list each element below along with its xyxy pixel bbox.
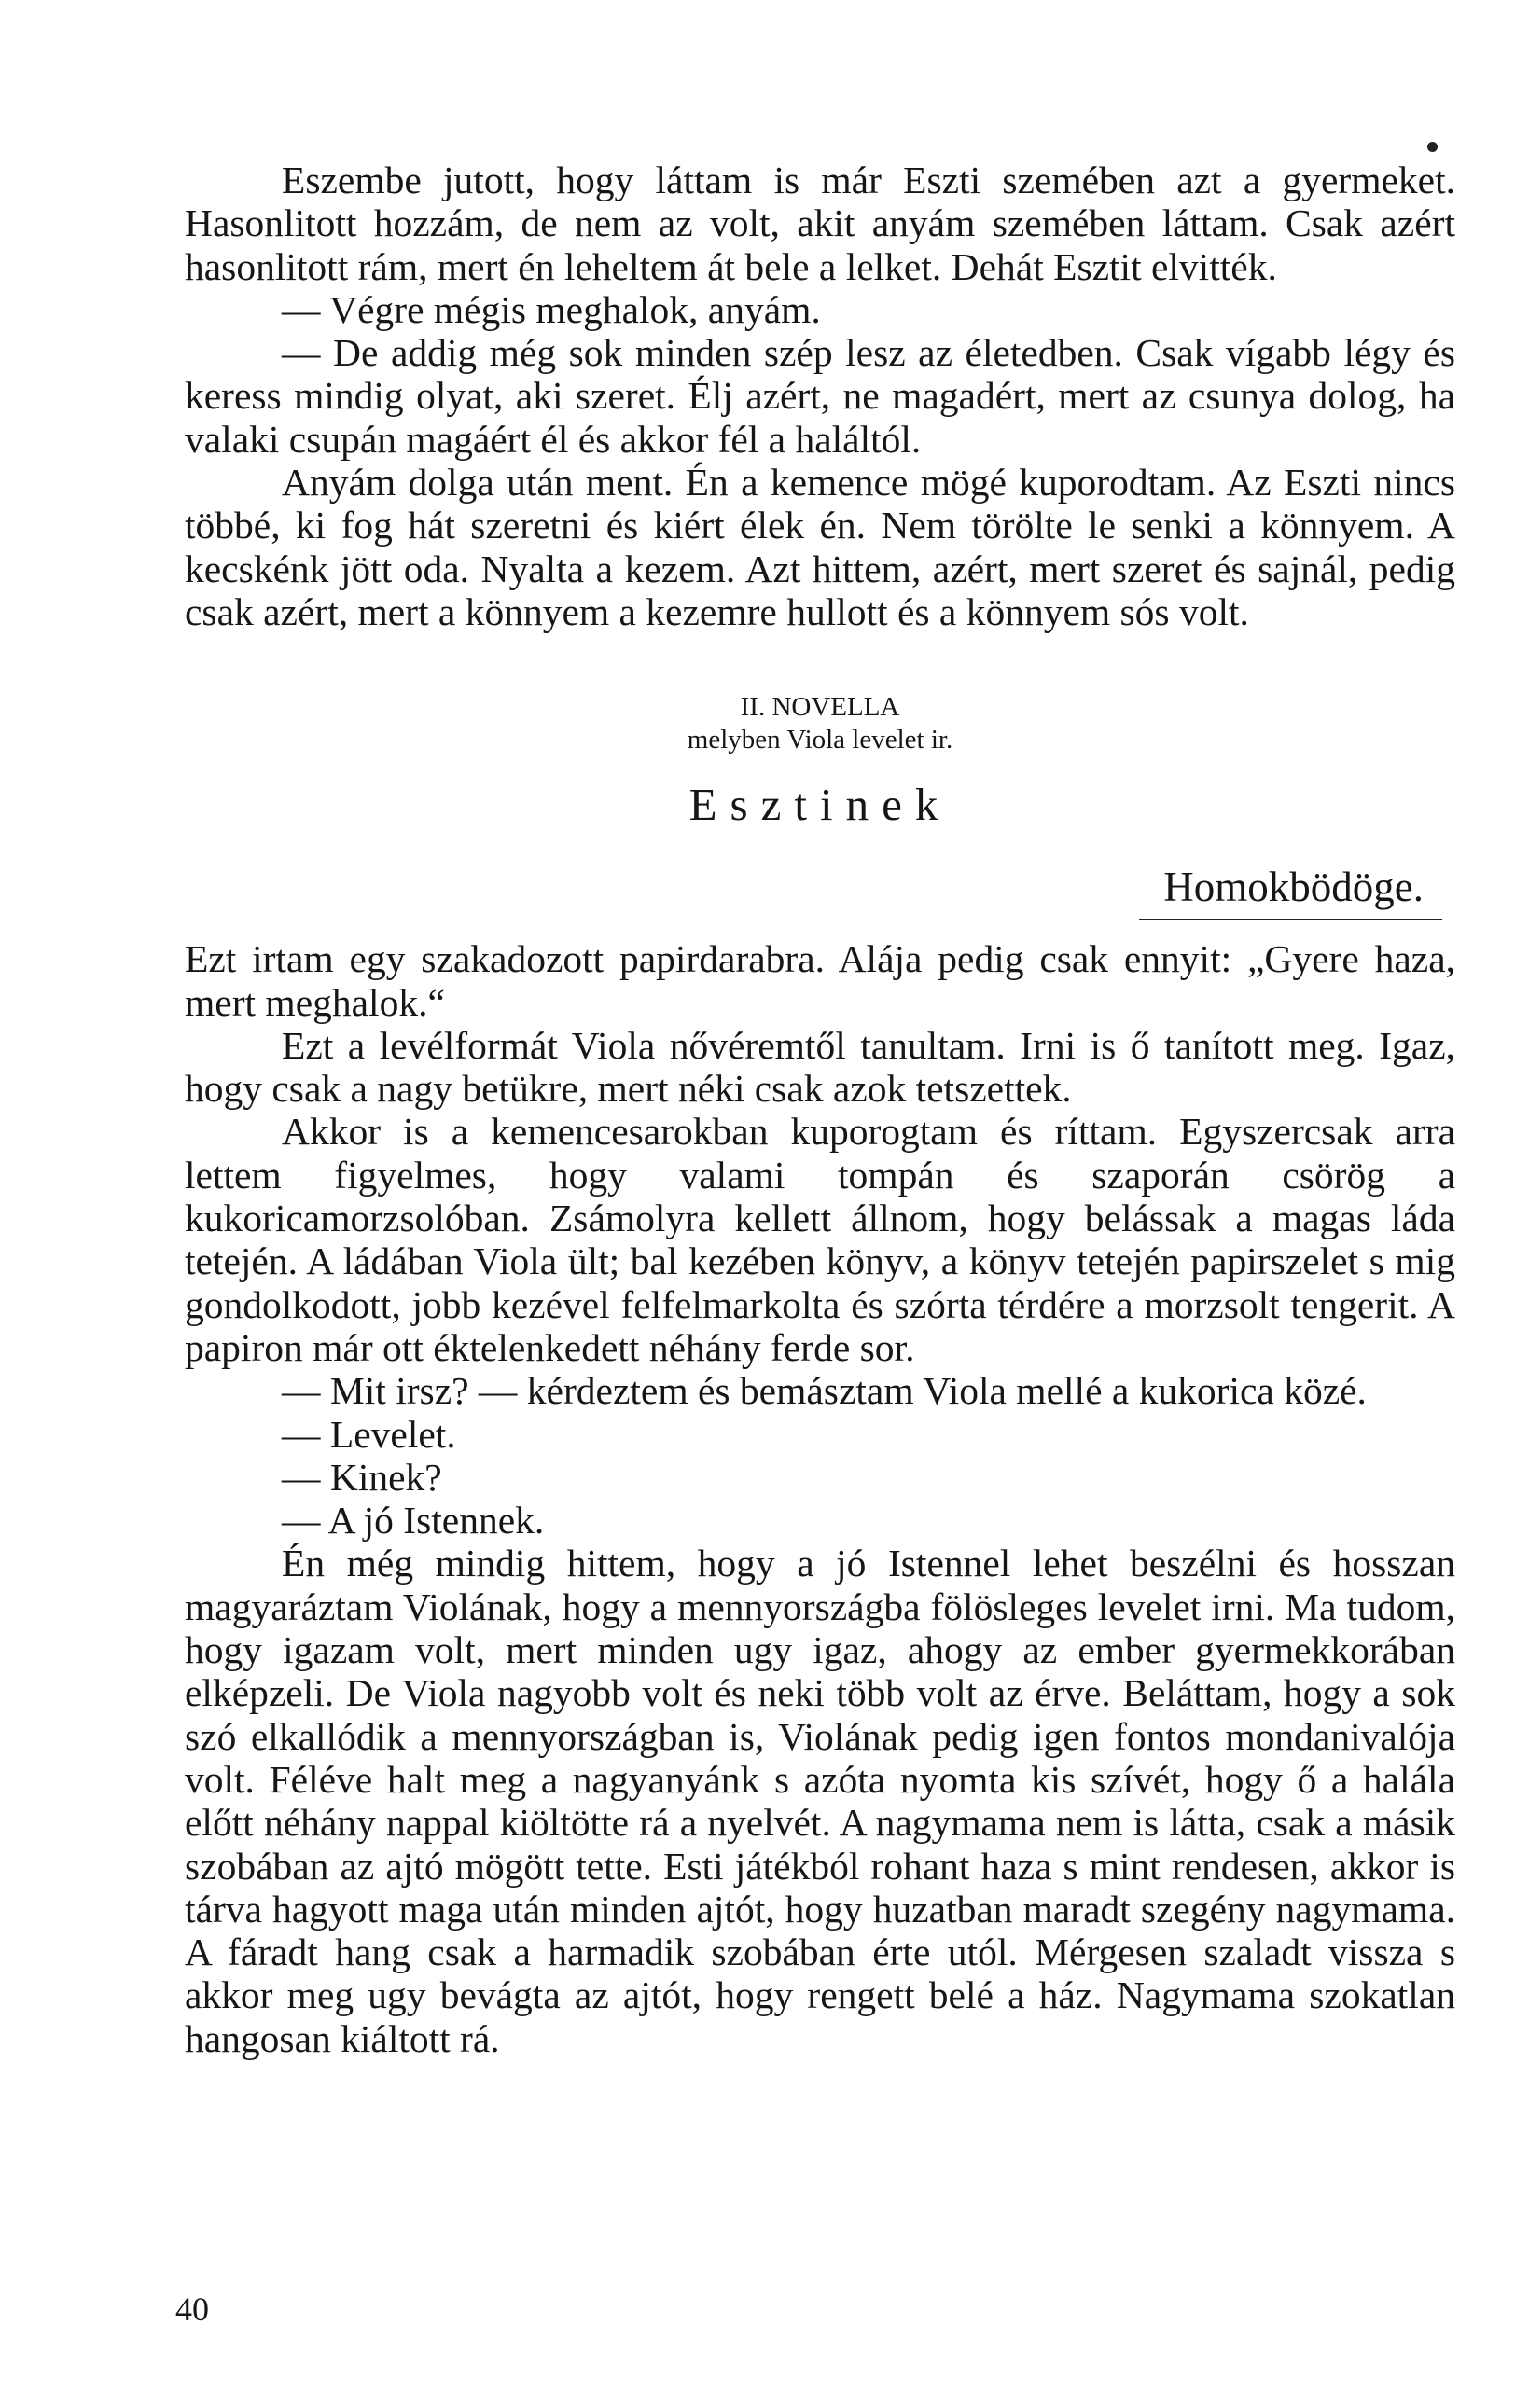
section-label: II. NOVELLA	[740, 692, 900, 723]
paragraph: Eszembe jutott, hogy láttam is már Eszti szemében azt a gyermeket. Hasonlitott hozzám, de nem az volt, akit anyám szemében láttam. Csak azért hasonlitott rám, mert én leheltem át bele a lelket. Dehát Esztit elvitték.	[185, 159, 1455, 288]
paragraph: Ezt irtam egy szakadozott papirdarabra. Alája pedig csak ennyit: „Gyere haza, mert meghalok.“	[185, 937, 1455, 1024]
letter-heading: Esztinek	[688, 779, 952, 831]
dialogue-line: — Mit irsz? — kérdeztem és bemásztam Viola mellé a kukorica közé.	[282, 1369, 1367, 1413]
dialogue-line: — Végre mégis meghalok, anyám.	[282, 287, 821, 331]
paragraph: Anyám dolga után ment. Én a kemence mögé kuporodtam. Az Eszti nincs többé, ki fog hát szeretni és kiért élek én. Nem törölte le senki a könnyem. A kecskénk jött oda. Nyalta a kezem. Azt hittem, azért, mert szeret és sajnál, pedig csak azért, mert a könnyem a kezemre hullott és a könnyem sós volt.	[185, 461, 1455, 633]
text-block-top	[185, 159, 1455, 633]
letter-place: Homokbödöge.	[1139, 861, 1442, 920]
dialogue-line: — A jó Istennek.	[282, 1499, 545, 1543]
dialogue-line: — De addig még sok minden szép lesz az életedben. Csak vígabb légy és keress mindig olyat, aki szeret. Élj azért, ne magadért, mert az csunya dolog, ha valaki csupán magáért él és akkor fél a haláltól.	[185, 331, 1455, 461]
ink-dot	[1427, 142, 1438, 152]
page-number: 40	[175, 2290, 209, 2328]
letter-place-wrap	[185, 861, 1455, 920]
paragraph: Ezt a levélformát Viola nővéremtől tanultam. Irni is ő tanított meg. Igaz, hogy csak a nagy betükre, mert néki csak azok tetszettek.	[185, 1023, 1455, 1111]
dialogue-line: — Kinek?	[282, 1455, 442, 1499]
paragraph: Én még mindig hittem, hogy a jó Istennel lehet beszélni és hosszan magyaráztam Violának, hogy a mennyországba fölösleges levelet irni. Ma tudom, hogy igazam volt, mert minden ugy igaz, ahogy az ember gyermekkorában elképzeli. De Viola nagyobb volt és neki több volt az érve. Beláttam, hogy a sok szó elkallódik a mennyországban is, Violának pedig igen fontos mondanivalója volt. Féléve halt meg a nagyanyánk s azóta nyomta kis szívét, hogy ő a halála előtt néhány nappal kiöltötte rá a nyelvét. A nagymama nem is látta, csak a másik szobában az ajtó mögött tette. Esti játékból rohant haza s mint rendesen, akkor is tárva hagyott maga után minden ajtót, hogy huzatban maradt szegény nagymama. A fáradt hang csak a harmadik szobában érte utól. Mérgesen szaladt vissza s akkor meg ugy bevágta az ajtót, hogy rengett belé a ház. Nagymama szokatlan hangosan kiáltott rá.	[185, 1542, 1455, 2060]
text-block-bottom	[185, 937, 1455, 2060]
dialogue-line: — Levelet.	[282, 1412, 456, 1456]
paragraph: Akkor is a kemencesarokban kuporogtam és ríttam. Egyszercsak arra lettem figyelmes, hogy valami tompán és szaporán csörög a kukoricamorzsolóban. Zsámolyra kellett állnom, hogy belássak a magas láda tetején. A ládában Viola ült; bal kezében könyv, a könyv tetején papirszelet s mig gondolkodott, jobb kezével felfelmarkolta és szórta térdére a morzsolt tengerit. A papiron már ott éktelenkedett néhány ferde sor.	[185, 1110, 1455, 1369]
book-page	[185, 159, 1455, 2060]
section-subtitle: melyben Viola levelet ir.	[687, 725, 953, 755]
